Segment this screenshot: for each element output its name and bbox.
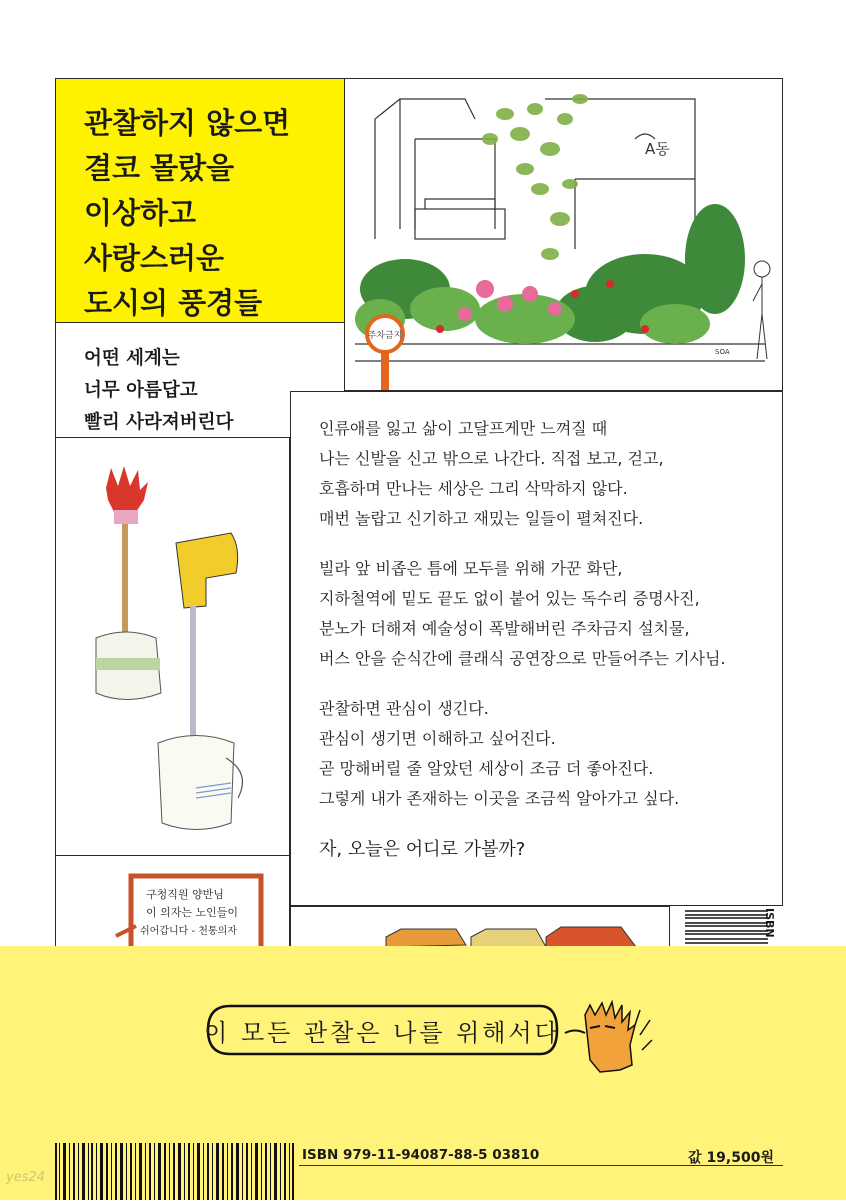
- sign-line: 쉬어갑니다 - 천통의자: [140, 926, 237, 937]
- body-line: 지하철역에 밑도 끝도 없이 붙어 있는 독수리 증명사진,: [319, 589, 700, 608]
- subheadline-line: 어떤 세계는: [84, 348, 180, 369]
- body-line: 빌라 앞 비좁은 틈에 모두를 위해 가꾼 화단,: [319, 559, 623, 578]
- body-line: 나는 신발을 신고 밖으로 나간다. 직접 보고, 걷고,: [319, 449, 664, 468]
- paragraph: [319, 414, 782, 534]
- garden-illustration: [345, 78, 783, 391]
- body-line: 매번 놀랍고 신기하고 재밌는 일들이 펼쳐진다.: [319, 509, 644, 528]
- sign-line: 구청직원 양반님: [146, 888, 224, 901]
- character-drawing: [560, 1000, 655, 1085]
- garden-drawing: [345, 79, 781, 390]
- speech-bubble: [205, 1002, 560, 1058]
- headline-box: [55, 78, 345, 323]
- sign-drawing: [56, 856, 289, 946]
- sign-line: 이 의자는 노인들이: [146, 906, 239, 919]
- paragraph: [319, 694, 782, 814]
- garden-sign-text: 주차금지: [367, 331, 403, 341]
- headline-line: 이상하고: [84, 196, 197, 230]
- body-text-box: [290, 391, 783, 906]
- subheadline-line: 빨리 사라져버린다: [84, 412, 234, 433]
- body-line: 버스 안을 순식간에 클래식 공연장으로 만들어주는 기사님.: [319, 649, 726, 668]
- body-line: 인류애를 잃고 삶이 고달프게만 느껴질 때: [319, 419, 608, 438]
- sign-illustration: [55, 856, 290, 946]
- body-line: 그렇게 내가 존재하는 이곳을 조금씩 알아가고 싶다.: [319, 789, 680, 808]
- character-illustration: [560, 1000, 655, 1085]
- food-illustration: [290, 906, 670, 946]
- tools-drawing: [56, 438, 289, 856]
- body-line: 호흡하며 만나는 세상은 그리 삭막하지 않다.: [319, 479, 628, 498]
- body-line: 곧 망해버릴 줄 알았던 세상이 조금 더 좋아진다.: [319, 759, 654, 778]
- headline-line: 결코 몰랐을: [84, 151, 235, 185]
- body-line: 관찰하면 관심이 생긴다.: [319, 699, 489, 718]
- subheadline-line: 너무 아름답고: [84, 380, 198, 401]
- body-line: 관심이 생기면 이해하고 싶어진다.: [319, 729, 556, 748]
- food-drawing: [291, 907, 669, 947]
- speech-bubble-text: 이 모든 관찰은 나를 위해서다: [204, 1018, 561, 1047]
- closing-line: 자, 오늘은 어디로 가볼까?: [319, 839, 526, 860]
- headline-line: 도시의 풍경들: [84, 286, 263, 320]
- paragraph: [319, 554, 782, 674]
- side-isbn-label: ISBN: [763, 908, 776, 938]
- watermark: yes24: [6, 1170, 46, 1185]
- tools-illustration: [55, 438, 290, 856]
- isbn-number: ISBN 979-11-94087-88-5 03810: [302, 1147, 540, 1163]
- price: 값 19,500원: [688, 1150, 774, 1166]
- headline-line: 사랑스러운: [84, 241, 225, 275]
- garden-building-label: A동: [645, 140, 670, 158]
- barcode-bars: [55, 1143, 295, 1200]
- body-line: 분노가 더해져 예술성이 폭발해버린 주차금지 설치물,: [319, 619, 690, 638]
- side-barcode: [683, 906, 783, 946]
- garden-signature: SOA: [715, 348, 730, 356]
- headline-line: 관찰하지 않으면: [84, 106, 291, 140]
